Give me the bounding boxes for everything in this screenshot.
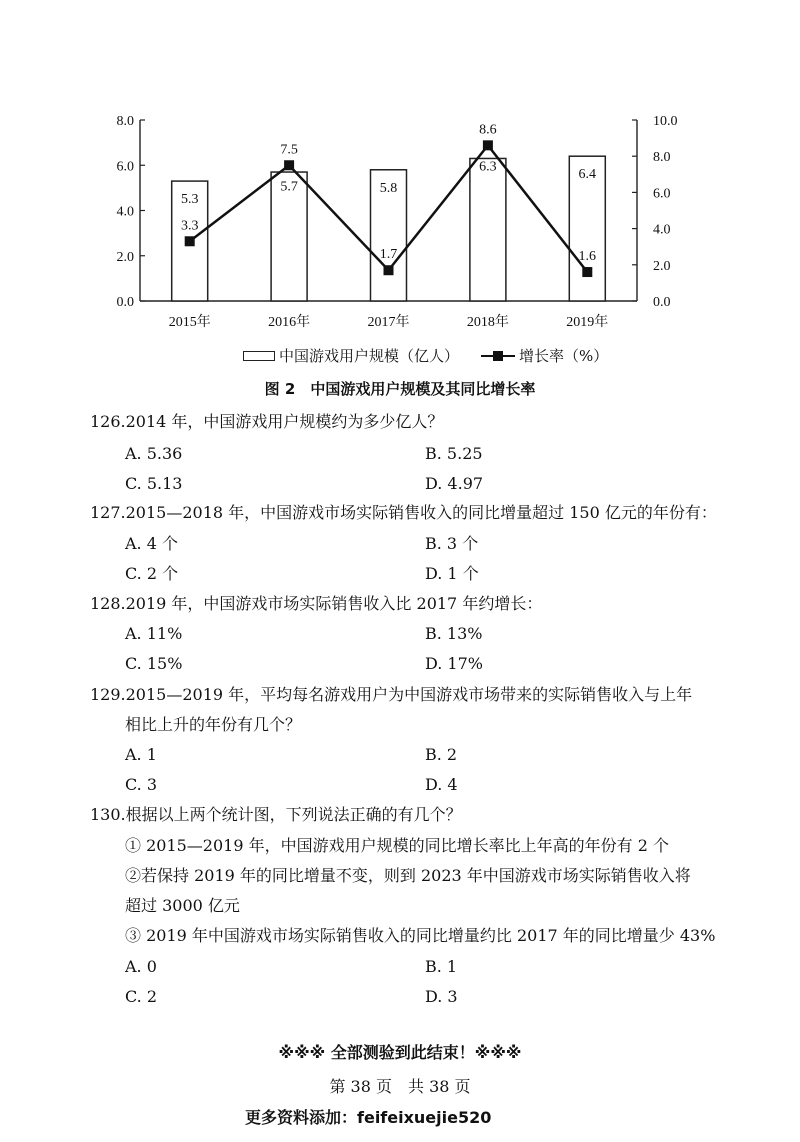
x-category-label: 2017年 xyxy=(367,315,410,330)
option-b: B. 13% xyxy=(425,624,483,643)
right-tick-label: 2.0 xyxy=(653,258,671,274)
bar-value-label: 6.4 xyxy=(578,167,597,183)
more-materials-note: 更多资料添加：feifeixuejie520 xyxy=(245,1108,492,1127)
left-tick-label: 8.0 xyxy=(116,114,134,129)
growth-rate-label: 7.5 xyxy=(280,142,298,158)
option-a: A. 4 个 xyxy=(125,534,178,553)
question-128: 128.2019 年，中国游戏市场实际销售收入比 2017 年约增长： xyxy=(90,594,543,613)
option-d: D. 3 xyxy=(425,987,458,1006)
chart-bars xyxy=(172,156,606,301)
right-tick-label: 8.0 xyxy=(653,150,671,166)
statement-2: ②若保持 2019 年的同比增量不变，则到 2023 年中国游戏市场实际销售收入将 xyxy=(125,866,691,885)
growth-rate-label: 1.6 xyxy=(578,249,597,265)
option-a: A. 11% xyxy=(125,624,183,643)
legend-line-label: 增长率（%） xyxy=(519,347,609,365)
growth-rate-label: 1.7 xyxy=(379,247,398,263)
legend-line-swatch xyxy=(481,349,515,363)
question-130: 130.根据以上两个统计图，下列说法正确的有几个？ xyxy=(90,805,462,824)
option-c: C. 2 个 xyxy=(125,564,179,583)
option-b: B. 1 xyxy=(425,957,458,976)
growth-rate-marker xyxy=(185,236,195,246)
growth-rate-label: 8.6 xyxy=(479,122,497,138)
statement-2-cont: 超过 3000 亿元 xyxy=(125,896,240,915)
option-c: C. 3 xyxy=(125,775,158,794)
option-a: A. 0 xyxy=(125,957,157,976)
x-category-label: 2015年 xyxy=(168,315,211,330)
option-c: C. 15% xyxy=(125,654,183,673)
right-tick-label: 4.0 xyxy=(653,222,671,238)
statement-3: ③ 2019 年中国游戏市场实际销售收入的同比增量约比 2017 年的同比增量少 43% xyxy=(125,926,716,945)
growth-rate-label: 3.3 xyxy=(180,218,199,234)
statement-1: ① 2015—2019 年，中国游戏用户规模的同比增长率比上年高的年份有 2 个 xyxy=(125,836,669,855)
option-d: D. 17% xyxy=(425,654,483,673)
question-129-line2: 相比上升的年份有几个？ xyxy=(125,715,302,734)
option-b: B. 5.25 xyxy=(425,444,483,463)
question-126: 126.2014 年，中国游戏用户规模约为多少亿人？ xyxy=(90,412,444,431)
bar-value-label: 5.3 xyxy=(180,192,199,208)
option-d: D. 4.97 xyxy=(425,474,484,493)
bar-value-label: 5.8 xyxy=(379,180,398,196)
right-tick-label: 6.0 xyxy=(653,186,671,202)
left-tick-label: 0.0 xyxy=(116,295,134,310)
question-127: 127.2015—2018 年，中国游戏市场实际销售收入的同比增量超过 150 亿元的年份有： xyxy=(90,503,717,522)
option-c: C. 2 xyxy=(125,987,158,1006)
option-c: C. 5.13 xyxy=(125,474,183,493)
option-b: B. 3 个 xyxy=(425,534,479,553)
right-tick-label: 0.0 xyxy=(653,295,671,310)
option-a: A. 5.36 xyxy=(125,444,183,463)
legend-bar-swatch xyxy=(243,351,275,361)
x-category-label: 2018年 xyxy=(466,315,509,330)
option-a: A. 1 xyxy=(125,745,157,764)
x-category-label: 2019年 xyxy=(566,315,609,330)
growth-rate-marker xyxy=(384,265,394,275)
legend-bar-label: 中国游戏用户规模（亿人） xyxy=(279,347,460,365)
option-b: B. 2 xyxy=(425,745,458,764)
left-tick-label: 6.0 xyxy=(116,159,134,175)
left-tick-label: 4.0 xyxy=(116,204,134,220)
growth-rate-marker xyxy=(483,140,493,150)
question-129-line1: 129.2015—2019 年，平均每名游戏用户为中国游戏市场带来的实际销售收入与上年 xyxy=(90,685,693,704)
x-category-label: 2016年 xyxy=(268,315,311,330)
end-of-test-banner: ※※※ 全部测验到此结束！※※※ xyxy=(278,1043,522,1062)
bar-value-label: 6.3 xyxy=(479,159,497,175)
left-tick-label: 2.0 xyxy=(116,249,134,265)
bar xyxy=(470,158,506,301)
page-number: 第 38 页 共 38 页 xyxy=(329,1077,471,1096)
growth-rate-marker xyxy=(284,160,294,170)
growth-chart xyxy=(0,0,800,340)
option-d: D. 1 个 xyxy=(425,564,479,583)
growth-rate-marker xyxy=(582,267,592,277)
figure-caption: 图 2 中国游戏用户规模及其同比增长率 xyxy=(264,380,536,398)
right-tick-label: 10.0 xyxy=(653,114,678,129)
bar-value-label: 5.7 xyxy=(280,179,298,195)
option-d: D. 4 xyxy=(425,775,458,794)
chart-legend xyxy=(243,345,608,366)
